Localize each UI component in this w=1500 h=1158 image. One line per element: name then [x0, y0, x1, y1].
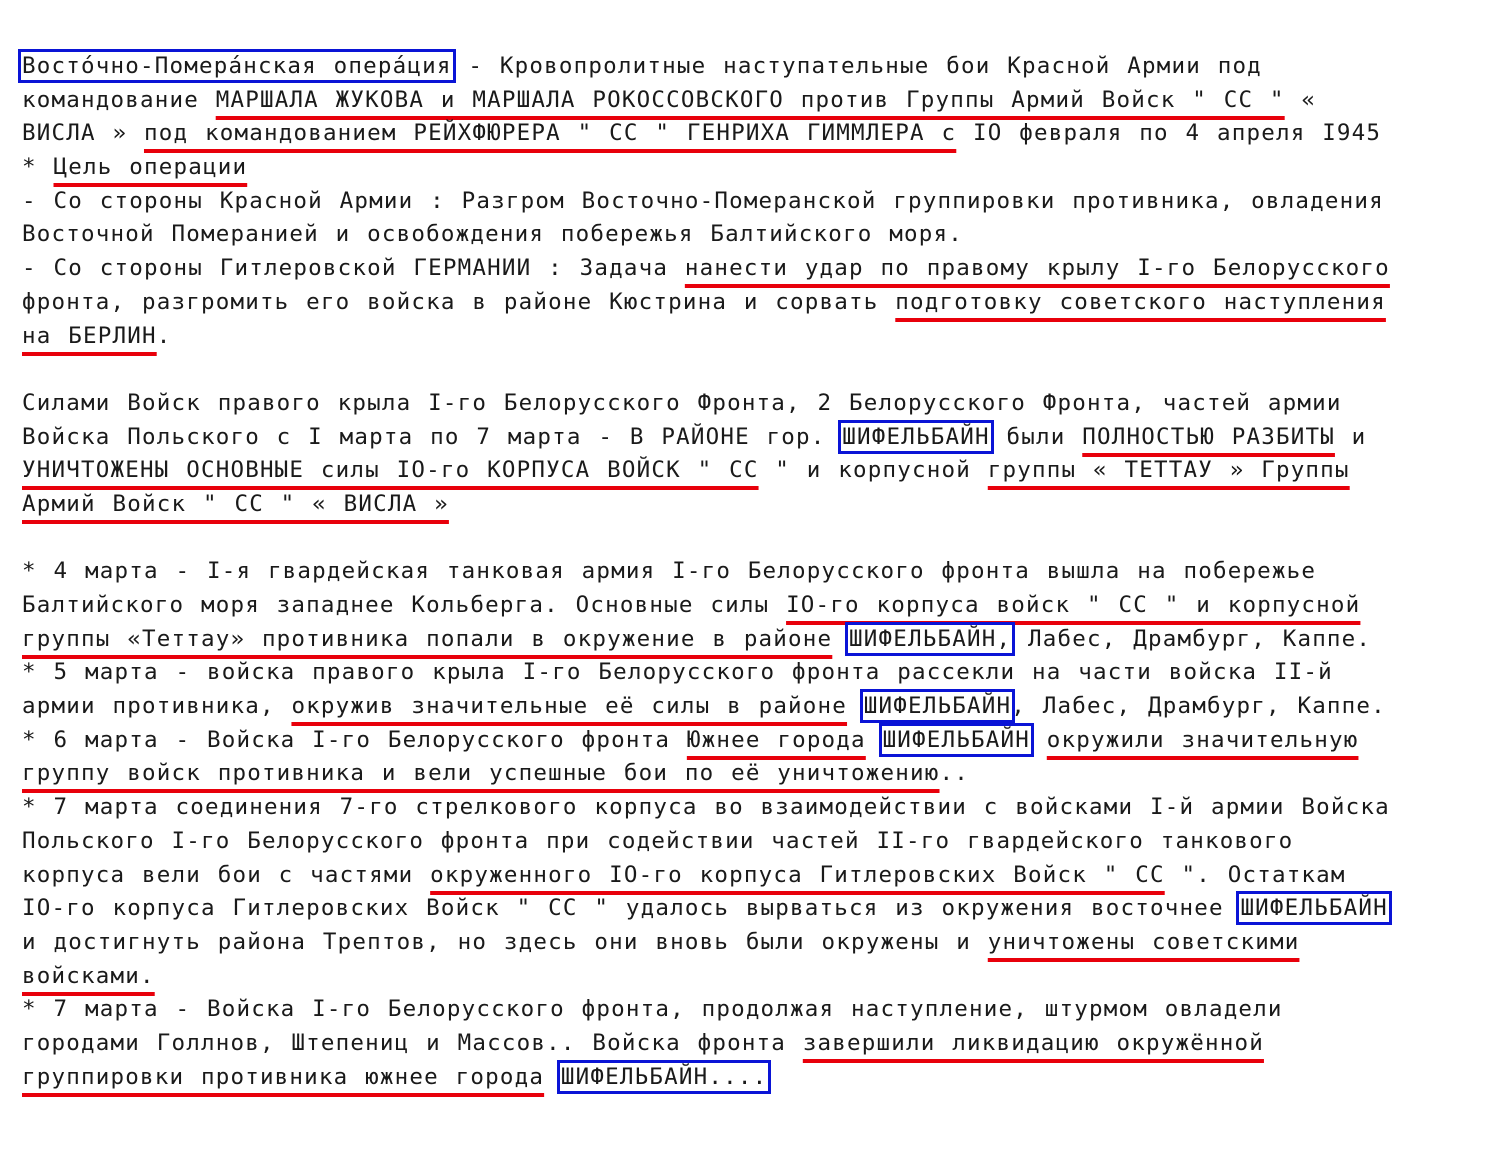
para2-line-15 [22, 1027, 1492, 1061]
text: - Со стороны Красной Армии : Разгром Восточно-Померанской группировки противника, овладения [22, 187, 1384, 214]
underlined-text: войсками. [22, 962, 155, 989]
underlined-text: группы « ТЕТТАУ » Группы [987, 457, 1350, 484]
text [832, 626, 849, 652]
underlined-text: группы «Теттау» противника попали в окружение в районе [22, 625, 833, 652]
city-name-box: ШИФЕЛЬБАЙН, [849, 625, 1012, 652]
text: * [22, 154, 54, 181]
text: ". Остаткам [1164, 861, 1346, 888]
text: ВИСЛА » [22, 120, 144, 147]
para1-line-4 [22, 488, 1492, 522]
para1-line-1 [22, 387, 1492, 421]
underlined-text: Южнее города [686, 726, 866, 753]
para2-line-2 [22, 589, 1492, 623]
goal-germany-line-2 [22, 286, 1492, 320]
underlined-text: МАРШАЛА ЖУКОВА и МАРШАЛА РОКОССОВСКОГО против Группы Армий Войск " СС " [215, 86, 1285, 113]
text [847, 693, 864, 719]
text: « [1284, 86, 1317, 113]
text: * 7 марта соединения 7-го стрелкового корпуса во взаимодействии с войсками I-й армии Войска [22, 794, 1390, 821]
para1-line-3 [22, 454, 1492, 488]
underlined-text: IO-го корпуса войск " СС " и корпусной [786, 592, 1361, 618]
text: * 5 марта - войска правого крыла I-го Белорусского фронта рассекли на части войска II-й [22, 659, 1333, 686]
underlined-text: на БЕРЛИН [22, 322, 157, 349]
text: Польского I-го Белорусского фронта при содействии частей II-го гвардейского танкового [22, 827, 1294, 854]
paragraph-gap [22, 353, 1492, 387]
underlined-text: нанести удар по правому крылу I-го Белорусского [684, 255, 1390, 282]
goal-germany-line-1 [22, 252, 1492, 286]
text: * 6 марта - Войска I-го Белорусского фронта [22, 726, 687, 753]
para2-line-12 [22, 926, 1492, 960]
underlined-text: уничтожены советскими [987, 928, 1300, 955]
intro-line-2 [22, 84, 1492, 118]
text: " и корпусной [758, 457, 988, 484]
city-name-box: ШИФЕЛЬБАЙН [842, 423, 990, 450]
underlined-text: Армий Войск " СС " « ВИСЛА » [22, 490, 449, 517]
operation-title-box: Восто́чно-Помера́нская опера́ция [22, 53, 452, 79]
para2-line-11 [22, 892, 1492, 926]
underlined-text: окружили значительную [1046, 726, 1359, 753]
text: * 7 марта - Войска I-го Белорусского фронта, продолжая наступление, штурмом овладели [22, 996, 1283, 1023]
goal-heading-line [22, 151, 1492, 185]
underlined-text: подготовку советского наступления [895, 288, 1386, 315]
paragraph-gap [22, 522, 1492, 556]
para2-line-16 [22, 1061, 1492, 1095]
para2-line-14 [22, 993, 1492, 1027]
text: армии противника, [22, 693, 292, 720]
text [544, 1064, 561, 1090]
underlined-text: окружив значительные её силы в районе [291, 693, 848, 720]
text: Лабес, Драмбург, Каппе. [1011, 625, 1372, 652]
document-page [22, 50, 1492, 1094]
goal-red-army-line-2 [22, 218, 1492, 252]
text: корпуса вели бои с частями [22, 861, 431, 888]
para1-line-2 [22, 421, 1492, 455]
goal-red-army-line-1 [22, 185, 1492, 219]
goal-heading: Цель операции [53, 154, 248, 181]
intro-line-3 [22, 117, 1492, 151]
text: и достигнуть района Трептов, но здесь они вновь были окружены и [22, 928, 988, 955]
city-name-box: ШИФЕЛЬБАЙН [1240, 895, 1388, 922]
para2-line-6 [22, 724, 1492, 758]
city-name-box: ШИФЕЛЬБАЙН.... [560, 1063, 768, 1090]
text: IO февраля по 4 апреля I945 [956, 120, 1382, 147]
para2-line-3 [22, 623, 1492, 657]
underlined-text: УНИЧТОЖЕНЫ ОСНОВНЫЕ силы IO-го КОРПУСА ВОЙСК " СС [22, 457, 759, 484]
text: , Лабес, Драмбург, Каппе. [1011, 693, 1386, 720]
text: фронта, разгромить его войска в районе Кюстрина и сорвать [22, 288, 896, 315]
city-name-box: ШИФЕЛЬБАЙН [882, 726, 1031, 753]
text: - Со стороны Гитлеровской ГЕРМАНИИ : Задача [22, 255, 685, 282]
text: IO-го корпуса Гитлеровских Войск " СС " удалось вырваться из окружения восточнее [22, 895, 1241, 922]
para2-line-7 [22, 757, 1492, 791]
text: командование [22, 86, 216, 113]
text: и [1334, 423, 1367, 450]
text: Балтийского моря западнее Кольберга. Основные силы [22, 592, 787, 618]
underlined-text: завершили ликвидацию окружённой [802, 1029, 1264, 1056]
intro-line-1 [22, 50, 1492, 84]
para2-line-9 [22, 825, 1492, 859]
underlined-text: группу войск противника и вели успешные бои по её уничтожению [22, 760, 940, 787]
text: * 4 марта - I-я гвардейская танковая армия I-го Белорусского фронта вышла на побережье [22, 558, 1317, 585]
text: Войска Польского с I марта по 7 марта - В РАЙОНЕ гор. [22, 423, 843, 450]
text: городами Голлнов, Штепениц и Массов.. Войска фронта [22, 1029, 803, 1056]
underlined-text: ПОЛНОСТЬЮ РАЗБИТЫ [1082, 423, 1335, 450]
text [1030, 727, 1047, 753]
underlined-text: окруженного IO-го корпуса Гитлеровских Войск " СС [430, 861, 1165, 888]
underlined-text: группировки противника южнее города [22, 1063, 545, 1090]
underlined-text: под командованием РЕЙХФЮРЕРА " СС " ГЕНРИХА ГИММЛЕРА с [143, 120, 957, 147]
para2-line-10 [22, 859, 1492, 893]
text: Силами Войск правого крыла I-го Белорусского Фронта, 2 Белорусского Фронта, частей армии [22, 389, 1342, 416]
para2-line-8 [22, 791, 1492, 825]
text: .. [939, 760, 970, 787]
text: Восточной Померанией и освобождения побережья Балтийского моря. [22, 221, 964, 248]
para2-line-13 [22, 960, 1492, 994]
text [866, 727, 883, 753]
city-name-box: ШИФЕЛЬБАЙН [863, 693, 1012, 720]
text: . [156, 322, 172, 349]
para2-line-5 [22, 690, 1492, 724]
para2-line-1 [22, 555, 1492, 589]
goal-germany-line-3 [22, 320, 1492, 354]
para2-line-4 [22, 656, 1492, 690]
text: были [989, 423, 1083, 450]
intro-text: - Кровопролитные наступательные бои Красной Армии под [451, 53, 1262, 79]
